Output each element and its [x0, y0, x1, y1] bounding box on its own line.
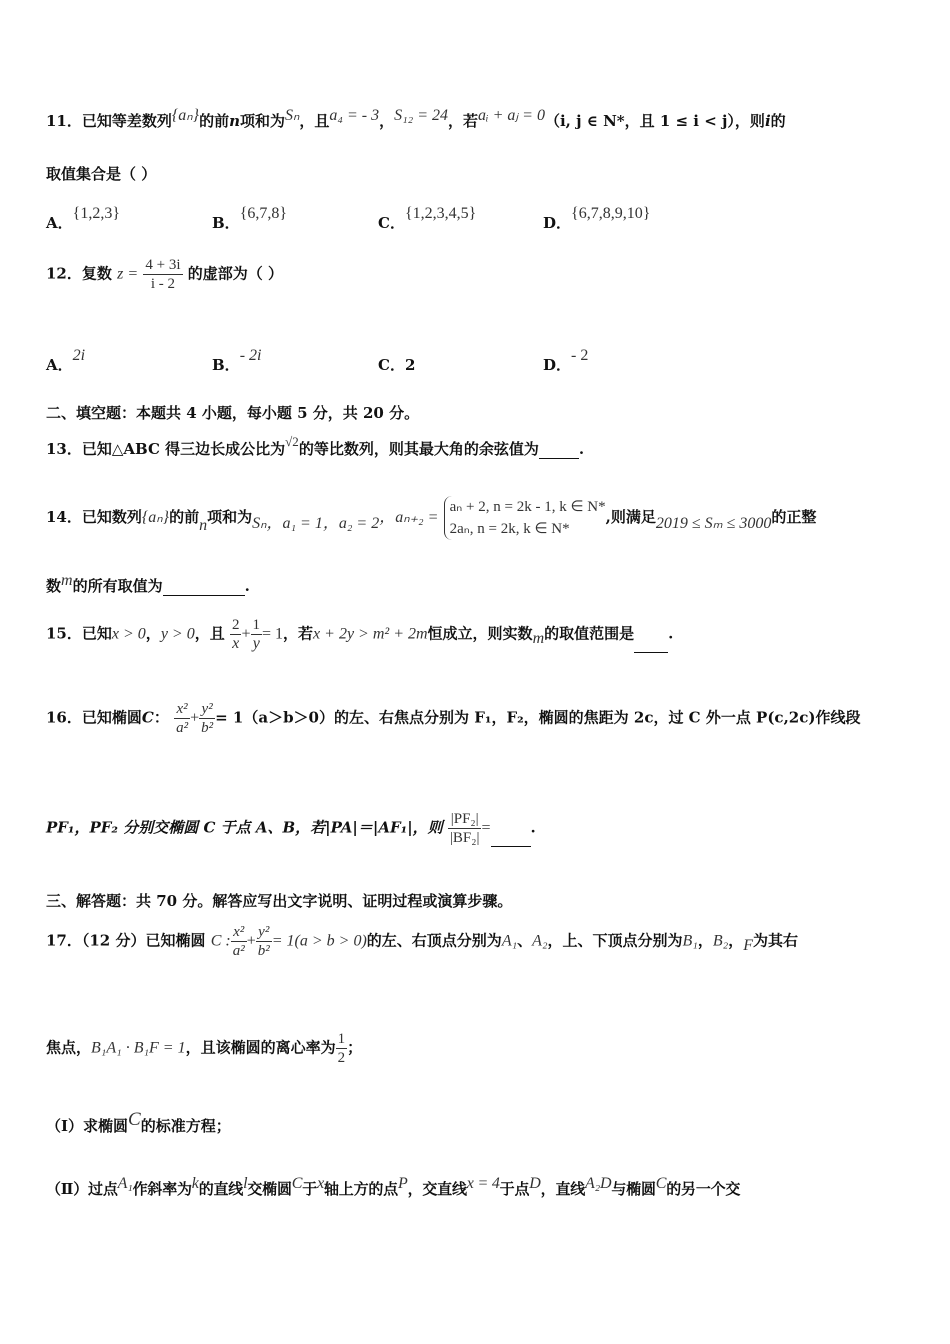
- fraction-denominator: b²: [257, 943, 270, 959]
- q17-f: F: [743, 936, 754, 954]
- q17-text: ，且该椭圆的离心率为: [185, 1038, 336, 1057]
- q12-text: 复数: [81, 264, 112, 283]
- q15-number: 15．: [46, 624, 82, 643]
- q14-a1: ，a₁ = 1: [266, 515, 323, 532]
- q11-condition: aᵢ + aⱼ = 0: [478, 107, 545, 124]
- q11-s12: S₁₂ = 24: [394, 107, 449, 124]
- fraction-numerator: 1: [252, 617, 260, 633]
- option-label: D．: [543, 356, 572, 374]
- q11-line2: 取值集合是（ ）: [46, 165, 157, 183]
- q15-line1: [46, 616, 910, 653]
- q12-text: 的虚部为（ ）: [187, 264, 283, 283]
- q17-text: ，上、下顶点分别为: [547, 931, 683, 950]
- option-value: {6,7,8,9,10}: [571, 205, 651, 222]
- q12-line1: [46, 256, 910, 293]
- q17-text: （Ⅱ）过点: [46, 1180, 118, 1198]
- q12-option-b[interactable]: [212, 347, 262, 375]
- q17-a2d: A₂D: [585, 1175, 612, 1192]
- q11-text: 的: [770, 112, 786, 130]
- fraction-numerator: 2: [231, 617, 240, 633]
- q11-option-a[interactable]: [46, 205, 120, 233]
- q17-number: 17．: [46, 931, 82, 950]
- option-label: C．: [378, 356, 405, 374]
- q14-case-even: 2aₙ, n = 2k, k ∈ N*: [449, 521, 570, 537]
- q14-text: 项和为: [207, 508, 253, 526]
- q17-d: D: [529, 1175, 541, 1192]
- option-value: {1,2,3}: [72, 205, 120, 222]
- q17-line-x4: x = 4: [466, 1175, 500, 1192]
- section-3-heading: 三、解答题：共 70 分。解答应写出文字说明、证明过程或演算步骤。: [46, 892, 513, 910]
- q15-plus: +: [241, 625, 251, 643]
- ratio-numerator: |PF₂|: [448, 810, 482, 829]
- q11-text: ，若: [448, 112, 479, 130]
- q17-b2: B₂: [712, 932, 729, 950]
- fraction-denominator: x: [232, 635, 240, 652]
- q14-piecewise: [444, 496, 606, 540]
- option-value: {1,2,3,4,5}: [404, 205, 477, 222]
- q16-plus: +: [190, 709, 200, 727]
- q14-line2: [46, 572, 910, 596]
- q17-text: 于: [302, 1180, 318, 1198]
- q15-text: 恒成立，则实数: [427, 624, 533, 643]
- q17-text: （12 分）已知椭圆: [81, 931, 206, 950]
- q12-denominator: i - 2: [150, 276, 176, 292]
- option-label: A．: [46, 214, 73, 232]
- q11-text: 的前: [199, 112, 230, 130]
- q16-text: ：: [153, 708, 169, 727]
- option-value: - 2: [571, 347, 589, 364]
- q13-line1: [46, 434, 910, 459]
- q12-option-d[interactable]: [543, 347, 589, 375]
- q17-x: x: [317, 1175, 324, 1192]
- q11-option-d[interactable]: [543, 205, 651, 233]
- fraction-denominator: 2: [337, 1050, 346, 1066]
- q11-a4: a₄ = - 3: [329, 107, 380, 124]
- q17-fraction-x: [231, 923, 247, 960]
- q17-text: 焦点，: [46, 1038, 92, 1057]
- q15-answer-blank[interactable]: [634, 638, 668, 653]
- q17-equation-condition: = 1(a > b > 0): [271, 932, 367, 950]
- q15-inequality: x + 2y > m² + 2m: [313, 625, 428, 643]
- q17-c: C: [291, 1175, 303, 1192]
- q16-fraction-x: [174, 700, 190, 737]
- q12-fraction: [143, 256, 182, 293]
- q15-x-condition: x > 0: [111, 625, 146, 643]
- q11-number: 11．: [46, 112, 82, 130]
- q17-text: ，: [728, 931, 744, 950]
- q17-text: ，直线: [540, 1180, 586, 1198]
- q13-sqrt: √2: [285, 434, 299, 449]
- q17-plus: +: [246, 932, 256, 950]
- q16-line1: [46, 700, 910, 737]
- q11-option-c[interactable]: [378, 205, 477, 233]
- q14-sn: Sₙ: [252, 515, 267, 532]
- fraction-numerator: y²: [256, 923, 272, 942]
- q11-text: ，且: [299, 112, 330, 130]
- q11-text: 已知等差数列: [81, 112, 172, 130]
- q15-text: ，: [145, 624, 161, 643]
- q11-n: n: [229, 112, 240, 130]
- q16-text: = 1（a＞b＞0）的左、右焦点分别为 F₁，F₂，椭圆的焦距为 2c，过 C 外一点 P(c,2c)作线段: [215, 708, 861, 727]
- q17-text: 的左、右顶点分别为: [366, 931, 502, 950]
- q17-text: （Ⅰ）求椭圆: [46, 1117, 129, 1135]
- option-value: - 2i: [239, 347, 262, 364]
- q14-sequence: {aₙ}: [141, 509, 170, 526]
- q17-text: 与椭圆: [611, 1180, 656, 1198]
- q17-text: 、: [517, 931, 533, 950]
- q17-text: 的标准方程；: [140, 1117, 231, 1135]
- q17-c: C: [128, 1109, 141, 1130]
- q15-fraction-1: [230, 616, 242, 653]
- q13-text: 的等比数列，则其最大角的余弦值为: [298, 440, 539, 458]
- q17-text: 的另一个交: [666, 1180, 741, 1198]
- q11-text: （i, j ∈ N*，且 1 ≤ i < j），则: [544, 112, 765, 130]
- q17-line1: [46, 923, 910, 960]
- q17-line2: [46, 1030, 910, 1067]
- q17-text: ，交直线: [407, 1180, 467, 1198]
- q17-fraction-y: [256, 923, 272, 960]
- q14-line1: [46, 496, 910, 540]
- option-label: B．: [212, 356, 240, 374]
- option-label: C．: [378, 214, 405, 232]
- q15-text: 的取值范围是: [544, 624, 635, 643]
- option-value: 2: [404, 356, 416, 374]
- q17-text: 作斜率为: [132, 1180, 192, 1198]
- q11-text: 项和为: [239, 112, 285, 130]
- fraction-denominator: y: [252, 635, 260, 652]
- q16-ratio: [448, 810, 482, 847]
- ratio-denominator: |BF₂|: [449, 830, 480, 846]
- q11-line1: [46, 107, 910, 131]
- q15-end: .: [668, 624, 674, 643]
- q15-y-condition: y > 0: [160, 625, 195, 643]
- q14-text: 的前: [169, 508, 200, 526]
- q17-text: ；: [347, 1038, 363, 1057]
- q17-text: 为其右: [753, 931, 799, 950]
- q17-text: 交椭圆: [247, 1180, 292, 1198]
- q12-z: z =: [117, 265, 139, 283]
- q15-text: ，且: [194, 624, 225, 643]
- q16-fraction-y: [199, 700, 215, 737]
- q13-number: 13．: [46, 440, 82, 458]
- q11-option-b[interactable]: [212, 205, 288, 233]
- q14-number: 14．: [46, 508, 82, 526]
- q14-text: 已知数列: [81, 508, 142, 526]
- q17-dot-product: B₁A₁ · B₁F = 1: [91, 1039, 186, 1057]
- q12-option-a[interactable]: [46, 347, 86, 375]
- fraction-denominator: b²: [201, 720, 214, 736]
- q16-end: .: [530, 818, 536, 837]
- q17-c: C: [655, 1175, 667, 1192]
- q12-option-c[interactable]: [378, 354, 415, 375]
- q17-a1: A₁: [501, 932, 518, 950]
- q15-text: 已知: [81, 624, 112, 643]
- q13-text: 已知△ABC 得三边长成公比为: [81, 440, 286, 458]
- fraction-numerator: y²: [199, 700, 215, 719]
- q13-answer-blank[interactable]: [539, 444, 579, 459]
- q15-text: ，若: [283, 624, 314, 643]
- option-value: {6,7,8}: [239, 205, 288, 222]
- q17-a2: A₂: [532, 932, 548, 950]
- q17-eccentricity: [336, 1030, 348, 1067]
- q14-text: ,则满足: [605, 508, 656, 526]
- option-label: D．: [543, 214, 572, 232]
- q14-a2: ，a₂ = 2: [322, 515, 380, 532]
- q12-number: 12．: [46, 264, 82, 283]
- q17-part-1: [46, 1109, 910, 1137]
- q17-text: 于点: [499, 1180, 530, 1198]
- q14-text: 的正整: [771, 508, 817, 526]
- q17-text: ，: [697, 931, 713, 950]
- q11-sn: Sₙ: [285, 107, 300, 124]
- q11-i: i: [764, 112, 771, 130]
- q17-part-2: [46, 1175, 910, 1199]
- q16-text: PF₁，PF₂ 分别交椭圆 C 于点 A、B，若|PA|＝|AF₁|，则: [46, 818, 443, 837]
- q16-text: 已知椭圆: [81, 708, 142, 727]
- q15-fraction-2: [251, 616, 263, 653]
- q11-text: ，: [379, 112, 395, 130]
- q15-m: m: [532, 629, 545, 647]
- q14-text: 数: [46, 577, 62, 595]
- q14-n: n: [199, 517, 208, 534]
- q15-equals: = 1: [262, 625, 284, 643]
- q14-inequality: 2019 ≤ Sₘ ≤ 3000: [655, 515, 772, 532]
- q16-c: C: [141, 708, 154, 727]
- q17-p: P: [397, 1175, 408, 1192]
- q14-case-odd: aₙ + 2, n = 2k - 1, k ∈ N*: [449, 499, 606, 515]
- q16-line2: [46, 810, 910, 847]
- q14-answer-blank[interactable]: [163, 581, 245, 596]
- q17-text: 轴上方的点: [323, 1180, 398, 1198]
- option-label: B．: [212, 214, 240, 232]
- fraction-numerator: 1: [337, 1031, 346, 1047]
- section-2-heading: 二、填空题：本题共 4 小题，每小题 5 分，共 20 分。: [46, 404, 420, 422]
- q17-b1: B₁: [682, 932, 698, 950]
- q14-m: m: [61, 572, 73, 589]
- option-value: 2i: [72, 347, 86, 364]
- fraction-numerator: x²: [231, 923, 247, 942]
- q11-sequence: {aₙ}: [171, 107, 200, 124]
- q17-c: C :: [210, 932, 231, 950]
- q14-recurrence-lhs: ，aₙ₊₂ =: [379, 509, 439, 526]
- q17-a1: A₁: [117, 1175, 133, 1192]
- fraction-numerator: x²: [174, 700, 190, 719]
- q17-text: 的直线: [198, 1180, 244, 1198]
- q16-equals: =: [481, 819, 491, 837]
- fraction-denominator: a²: [232, 943, 245, 959]
- q14-text: 的所有取值为: [72, 577, 163, 595]
- fraction-denominator: a²: [176, 720, 189, 736]
- q14-end: .: [244, 577, 250, 595]
- q12-numerator: 4 + 3i: [145, 257, 181, 273]
- q13-end: .: [578, 440, 585, 458]
- option-label: A．: [46, 356, 73, 374]
- q17-k: k: [191, 1175, 199, 1192]
- q17-l: l: [243, 1175, 248, 1192]
- q16-answer-blank[interactable]: [491, 832, 531, 847]
- q16-number: 16．: [46, 708, 82, 727]
